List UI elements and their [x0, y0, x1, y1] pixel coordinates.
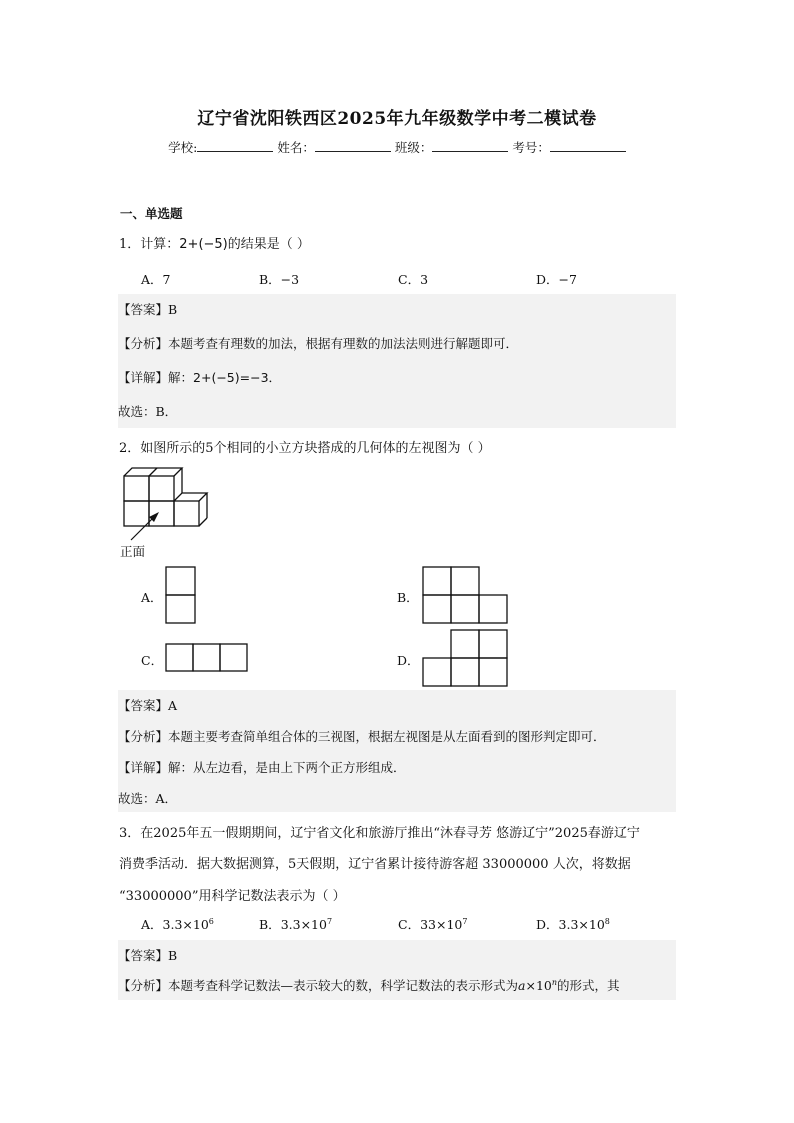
q3-option-d-exp: 8 — [604, 917, 610, 926]
q2-option-b-figure — [422, 566, 510, 624]
q3-analysis-n: n — [551, 978, 558, 987]
q2-answer: 【答案】A — [118, 698, 178, 713]
q1-detail — [118, 368, 281, 386]
q3-option-b-label: B． — [259, 917, 281, 932]
q2-option-c-label: C． — [141, 653, 164, 668]
q3-option-c-label: C． — [398, 917, 421, 932]
front-label: 正面 — [120, 544, 146, 559]
q3-option-b — [259, 915, 332, 933]
class-label: 班级： — [394, 140, 433, 155]
q1-detail-prefix: 【详解】解： — [118, 370, 194, 385]
q3-analysis-a: a — [518, 978, 526, 993]
q3-solution-box — [118, 940, 676, 1000]
name-blank — [315, 139, 391, 152]
q3-option-d — [536, 915, 610, 933]
q2-solution-box — [118, 690, 676, 812]
q3-stem-line1: 3．在2025年五一假期期间，辽宁省文化和旅游厅推出“沐春寻芳 悠游辽宁”2025春游辽宁 — [119, 826, 640, 841]
q2-detail: 【详解】解：从左边看，是由上下两个正方形组成． — [118, 760, 406, 775]
section-title: 一、单选题 — [120, 206, 183, 221]
q1-detail-expr: 2+(−5)=−3 — [193, 370, 269, 385]
q3-option-c-exp: 7 — [462, 917, 468, 926]
school-blank — [197, 139, 273, 152]
q2-analysis: 【分析】本题主要考查简单组合体的三视图，根据左视图是从左面看到的图形判定即可． — [118, 729, 606, 744]
q3-option-b-mantissa: 3.3×10 — [280, 917, 327, 932]
exam-no-blank — [550, 139, 626, 152]
q3-option-c — [398, 915, 467, 933]
school-label: 学校: — [168, 140, 198, 155]
q3-option-c-mantissa: 33×10 — [420, 917, 463, 932]
q1-stem — [119, 233, 310, 252]
q3-option-d-label: D． — [536, 917, 559, 932]
student-info-line — [0, 138, 794, 156]
q3-option-d-mantissa: 3.3×10 — [558, 917, 605, 932]
class-blank — [432, 139, 508, 152]
q2-option-b-label: B． — [397, 590, 419, 605]
exam-no-label: 考号： — [512, 140, 550, 155]
q2-option-a-figure — [165, 566, 197, 624]
q1-option-c: C．3 — [398, 272, 429, 287]
q1-solution-box — [118, 294, 676, 428]
q3-stem-line3: “33000000”用科学记数法表示为（ ） — [119, 889, 346, 904]
q3-answer: 【答案】B — [118, 948, 178, 963]
q1-option-d: D．−7 — [536, 272, 577, 287]
q3-option-a — [141, 915, 214, 933]
q2-conclusion: 故选：A． — [118, 791, 178, 806]
q2-option-d-label: D． — [397, 653, 420, 668]
q2-stem: 2．如图所示的5个相同的小立方块搭成的几何体的左视图为（ ） — [119, 441, 491, 456]
q2-option-d-figure — [422, 629, 510, 687]
q1-analysis: 【分析】本题考查有理数的加法，根据有理数的加法法则进行解题即可． — [118, 336, 519, 351]
q3-stem-line2: 消费季活动．据大数据测算，5天假期，辽宁省累计接待游客超 33000000 人次，将数据 — [119, 857, 631, 872]
q3-option-a-label: A． — [141, 917, 163, 932]
q1-stem-suffix: 的结果是（ ） — [227, 237, 310, 252]
q1-option-b: B．−3 — [259, 272, 300, 287]
q2-option-a-label: A． — [141, 590, 163, 605]
q1-detail-suffix: ． — [268, 370, 282, 385]
q1-stem-expr: 2+(−5) — [179, 237, 228, 252]
q1-stem-prefix: 1．计算： — [119, 237, 180, 252]
page-title: 辽宁省沈阳铁西区2025年九年级数学中考二模试卷 — [197, 109, 597, 129]
front-arrow — [125, 508, 165, 544]
q1-option-a: A．7 — [141, 272, 171, 287]
q1-answer: 【答案】B — [118, 302, 178, 317]
q3-analysis-suffix: 的形式，其 — [557, 978, 620, 993]
q1-conclusion: 故选：B． — [118, 404, 178, 419]
name-label: 姓名： — [277, 140, 315, 155]
q3-option-a-exp: 6 — [208, 917, 214, 926]
q3-analysis-mid: ×10 — [525, 978, 552, 993]
q3-option-a-mantissa: 3.3×10 — [162, 917, 209, 932]
q3-option-b-exp: 7 — [326, 917, 333, 926]
q3-analysis-prefix: 【分析】本题考查科学记数法—表示较大的数，科学记数法的表示形式为 — [118, 978, 519, 993]
q2-option-c-figure — [165, 643, 251, 673]
q3-analysis — [118, 976, 620, 994]
